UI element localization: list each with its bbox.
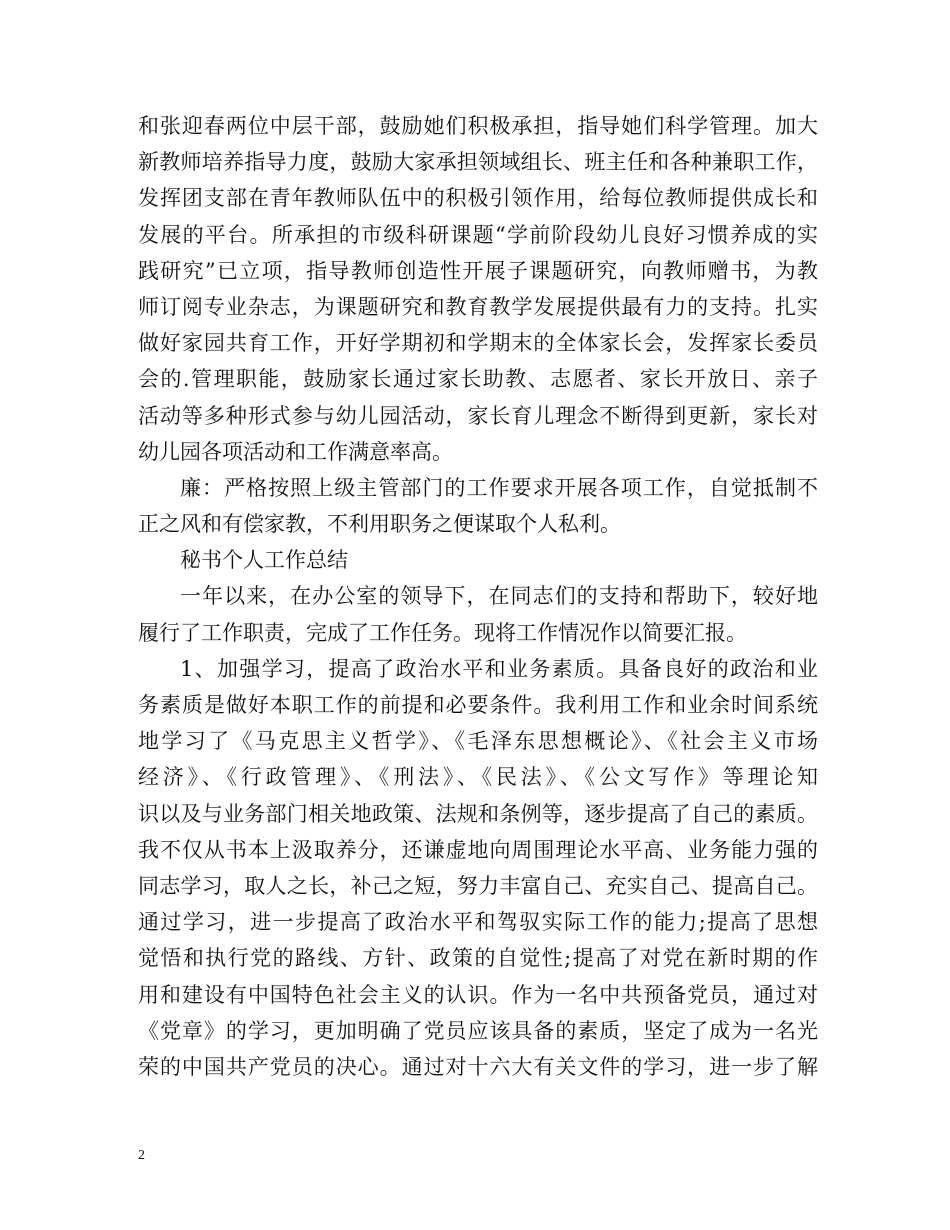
text-line: 做好家园共育工作，开好学期初和学期末的全体家长会，发挥家长委员 — [138, 331, 818, 356]
text-line: 新教师培养指导力度，鼓励大家承担领域组长、班主任和各种兼职工作， — [138, 150, 818, 175]
text-line: 通过学习，进一步提高了政治水平和驾驭实际工作的能力;提高了思想 — [138, 910, 818, 935]
body-text — [138, 108, 818, 1085]
text-line: 荣的中国共产党员的决心。通过对十六大有关文件的学习，进一步了解 — [138, 1054, 818, 1079]
text-line: 践研究”已立项，指导教师创造性开展子课题研究，向教师赠书，为教 — [138, 258, 818, 283]
text-line: 和张迎春两位中层干部，鼓励她们积极承担，指导她们科学管理。加大 — [138, 114, 818, 138]
text-line: 我不仅从书本上汲取养分，还谦虚地向周围理论水平高、业务能力强的 — [138, 837, 818, 862]
text-line: 发挥团支部在青年教师队伍中的积极引领作用，给每位教师提供成长和 — [138, 186, 818, 211]
page-number: 2 — [138, 1148, 145, 1163]
text-line: 正之风和有偿家教，不利用职务之便谋取个人私利。 — [138, 512, 621, 537]
text-line: 经济》、《行政管理》、《刑法》、《民法》、《公文写作》等理论知 — [138, 765, 818, 790]
text-line: 务素质是做好本职工作的前提和必要条件。我利用工作和业余时间系统 — [138, 693, 818, 717]
text-line: 师订阅专业杂志，为课题研究和教育教学发展提供最有力的支持。扎实 — [138, 294, 818, 319]
text-line: 活动等多种形式参与幼儿园活动，家长育儿理念不断得到更新，家长对 — [138, 403, 818, 428]
text-line: 发展的平台。所承担的市级科研课题“学前阶段幼儿良好习惯养成的实 — [138, 222, 818, 247]
text-line: 秘书个人工作总结 — [180, 548, 348, 573]
text-line: 用和建设有中国特色社会主义的认识。作为一名中共预备党员，通过对 — [138, 982, 818, 1007]
text-line: 1、加强学习，提高了政治水平和业务素质。具备良好的政治和业 — [180, 656, 818, 681]
text-line: 幼儿园各项活动和工作满意率高。 — [138, 439, 453, 464]
text-line: 会的.管理职能，鼓励家长通过家长助教、志愿者、家长开放日、亲子 — [138, 367, 818, 392]
text-line: 廉：严格按照上级主管部门的工作要求开展各项工作，自觉抵制不 — [180, 475, 818, 500]
text-line: 履行了工作职责，完成了工作任务。现将工作情况作以简要汇报。 — [138, 620, 747, 645]
text-line: 《党章》的学习，更加明确了党员应该具备的素质，坚定了成为一名光 — [138, 1018, 818, 1043]
text-line: 觉悟和执行党的路线、方针、政策的自觉性;提高了对党在新时期的作 — [138, 946, 818, 971]
text-line: 地学习了《马克思主义哲学》、《毛泽东思想概论》、《社会主义市场 — [138, 729, 818, 754]
text-line: 识以及与业务部门相关地政策、法规和条例等，逐步提高了自己的素质。 — [138, 801, 818, 826]
text-line: 同志学习，取人之长，补己之短，努力丰富自己、充实自己、提高自己。 — [138, 873, 818, 898]
text-line: 一年以来，在办公室的领导下，在同志们的支持和帮助下，较好地 — [180, 584, 818, 609]
